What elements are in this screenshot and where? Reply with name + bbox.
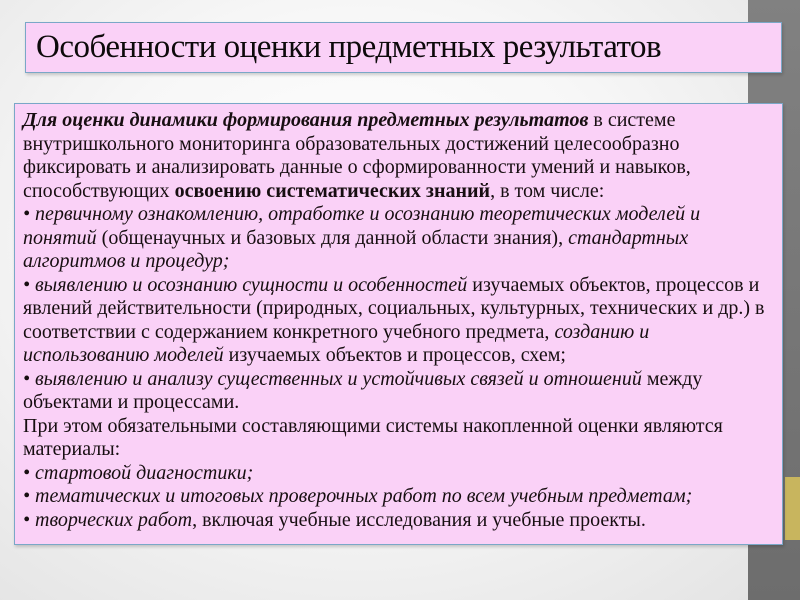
- body-paragraph: [23, 415, 774, 462]
- page-title: Особенности оценки предметных результатов: [36, 29, 662, 65]
- text-segment: • тематических и итоговых проверочных работ по всем учебным предметам;: [23, 485, 693, 507]
- text-segment: Для оценки динамики формирования предметных результатов: [23, 109, 589, 131]
- accent-square: [785, 477, 800, 540]
- text-segment: • выявлению и анализу существенных и устойчивых связей и отношений: [23, 367, 642, 390]
- text-segment: • стартовой диагностики;: [23, 461, 254, 484]
- body-paragraph: [23, 485, 774, 509]
- body-paragraph: [23, 509, 774, 533]
- text-segment: , в том числе:: [490, 179, 605, 202]
- body-paragraph: [23, 368, 774, 415]
- text-segment: между объектами и процессами.: [23, 367, 703, 413]
- text-segment: • творческих работ: [23, 508, 193, 531]
- text-segment: изучаемых объектов и процессов, схем;: [223, 344, 566, 366]
- body-text-box: [14, 103, 783, 545]
- text-segment: изучаемых объектов, процессов и явлений действительности (природных, социальных, культурных, технических и др.) в соответствии с содержанием конкретного учебного предмета,: [23, 273, 765, 343]
- body-paragraph: [23, 462, 774, 486]
- text-segment: стандартных алгоритмов и процедур;: [23, 226, 689, 272]
- body-paragraph: [23, 109, 774, 203]
- text-segment: • первичному ознакомлению, отработке и осознанию теоретических моделей и понятий: [23, 203, 701, 249]
- text-segment: в системе внутришкольного мониторинга образовательных достижений целесообразно фиксировать и анализировать данные о сформированности умений и навыков, способствующих: [23, 109, 691, 202]
- body-paragraph: [23, 203, 774, 274]
- text-segment: , включая учебные исследования и учебные проекты.: [192, 508, 646, 531]
- text-segment: созданию и использованию моделей: [23, 320, 650, 366]
- text-segment: • выявлению и осознанию сущности и особенностей: [23, 273, 468, 296]
- text-segment: При этом обязательными составляющими системы накопленной оценки являются материалы:: [23, 414, 723, 460]
- title-box: [25, 22, 782, 73]
- text-segment: (общенаучных и базовых для данной области знания),: [96, 226, 569, 249]
- body-paragraph: [23, 274, 774, 368]
- text-segment: освоению систематических знаний: [174, 179, 491, 202]
